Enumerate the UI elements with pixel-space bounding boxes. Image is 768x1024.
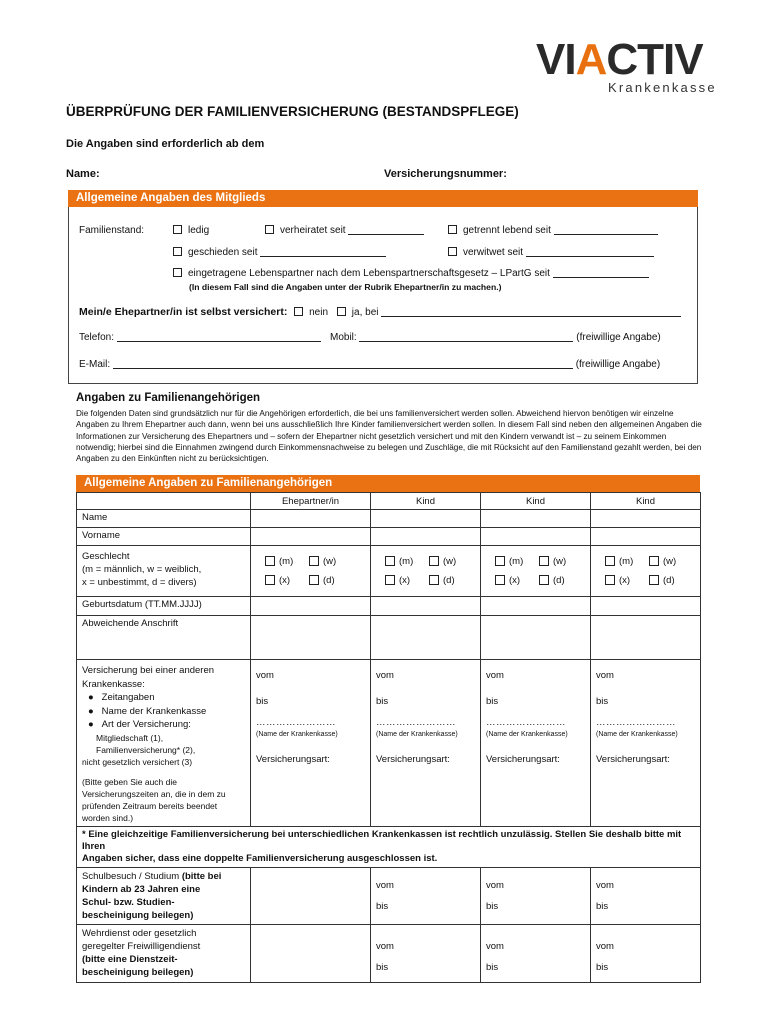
vom-label: vom bbox=[486, 879, 504, 891]
vorname-label: Vorname bbox=[77, 528, 251, 546]
family-section-text: Die folgenden Daten sind grundsätzlich nur für die Angehörigen erforderlich, die bei uns familienversichert werden sollen. Abweichend hiervon benötigen wir einzelne Angaben zu Ihrem Ehepartner auch dann, wenn bei uns ausschließlich Ihre Kinder familienversichert werden sollen. In diesem Fall sind neben den allgemeinen Angaben die Informationen zur Versicherung des Ehepartners und – sofern der Ehepartner nicht gesetzlich versichert und mit den Kindern verwandt ist – zu seinem Einkommen notwendig; hierbei sind die Einnahmen zwingend durch Einkommensnachweise zu belegen und Zuschläge, die mit Rücksicht auf den Familienstand gezahlt werden, bei den Angaben zu den Einkünften nicht zu berücksichtigen. bbox=[76, 409, 702, 464]
checkbox-d[interactable] bbox=[429, 575, 439, 585]
email-label: E-Mail: bbox=[79, 359, 111, 370]
input-cell[interactable] bbox=[371, 597, 481, 616]
art-label: Versicherungsart: bbox=[376, 754, 450, 765]
bis-label: bis bbox=[486, 900, 499, 912]
bis-label: bis bbox=[596, 696, 609, 707]
option-getrennt[interactable]: getrennt lebend seit bbox=[448, 225, 658, 236]
column-ehepartner: Ehepartner/in bbox=[251, 493, 371, 510]
kk-name-hint: (Name der Krankenkasse) bbox=[486, 731, 568, 738]
ja-checkbox[interactable] bbox=[337, 307, 346, 316]
option-geschieden[interactable]: geschieden seit bbox=[173, 247, 386, 258]
input-cell[interactable] bbox=[481, 616, 591, 660]
email-row bbox=[79, 359, 660, 370]
vom-label: vom bbox=[596, 940, 614, 952]
input-cell[interactable] bbox=[591, 510, 701, 528]
anschrift-label: Abweichende Anschrift bbox=[77, 616, 251, 660]
period-cell[interactable] bbox=[481, 867, 591, 924]
checkbox-m[interactable] bbox=[385, 556, 395, 566]
viactiv-logo bbox=[536, 35, 726, 98]
checkbox[interactable] bbox=[173, 225, 182, 234]
input-cell[interactable] bbox=[591, 597, 701, 616]
row-wehrdienst bbox=[77, 924, 701, 982]
telefon-field[interactable] bbox=[117, 332, 321, 342]
column-kind: Kind bbox=[481, 493, 591, 510]
input-cell[interactable] bbox=[251, 528, 371, 546]
column-kind: Kind bbox=[591, 493, 701, 510]
input-cell[interactable] bbox=[591, 528, 701, 546]
gender-options: (m) (w) (x) (d) bbox=[251, 546, 371, 597]
kk-name-hint: (Name der Krankenkasse) bbox=[596, 731, 678, 738]
versicherung-cell[interactable] bbox=[371, 660, 481, 827]
date-line[interactable] bbox=[348, 225, 424, 235]
vom-label: vom bbox=[376, 879, 394, 891]
option-verheiratet[interactable]: verheiratet seit bbox=[265, 225, 424, 236]
family-section-title: Angaben zu Familienangehörigen bbox=[76, 392, 261, 404]
row-warning bbox=[77, 826, 701, 867]
period-cell[interactable] bbox=[591, 924, 701, 982]
checkbox-x[interactable] bbox=[605, 575, 615, 585]
row-geburtsdatum bbox=[77, 597, 701, 616]
table-header-row bbox=[77, 493, 701, 510]
kk-dots: …………………… bbox=[376, 717, 456, 728]
vom-label: vom bbox=[376, 940, 394, 952]
vom-label: vom bbox=[486, 670, 504, 681]
period-cell[interactable] bbox=[371, 867, 481, 924]
spouse-insured-row bbox=[79, 306, 681, 318]
option-ledig[interactable]: ledig bbox=[173, 225, 209, 236]
input-cell[interactable] bbox=[481, 510, 591, 528]
input-cell[interactable] bbox=[251, 597, 371, 616]
member-header: Allgemeine Angaben des Mitglieds bbox=[68, 190, 698, 207]
checkbox-m[interactable] bbox=[265, 556, 275, 566]
kk-dots: …………………… bbox=[256, 717, 336, 728]
art-label: Versicherungsart: bbox=[596, 754, 670, 765]
email-field[interactable] bbox=[113, 359, 573, 369]
name-label: Name bbox=[77, 510, 251, 528]
vom-label: vom bbox=[376, 670, 394, 681]
bis-label: bis bbox=[596, 900, 609, 912]
vom-label: vom bbox=[596, 879, 614, 891]
checkbox-d[interactable] bbox=[309, 575, 319, 585]
checkbox-d[interactable] bbox=[649, 575, 659, 585]
input-cell[interactable] bbox=[481, 597, 591, 616]
vom-label: vom bbox=[486, 940, 504, 952]
header-cell bbox=[77, 493, 251, 510]
checkbox-d[interactable] bbox=[539, 575, 549, 585]
telefon-label: Telefon: bbox=[79, 332, 115, 343]
geschlecht-legend: (m = männlich, w = weiblich, bbox=[82, 564, 202, 575]
date-line[interactable] bbox=[554, 225, 658, 235]
period-cell[interactable] bbox=[591, 867, 701, 924]
bullet: ● bbox=[88, 719, 94, 730]
bis-label: bis bbox=[486, 961, 499, 973]
period-cell[interactable] bbox=[371, 924, 481, 982]
option-verwitwet[interactable]: verwitwet seit bbox=[448, 247, 654, 258]
gender-options: (m) (w) (x) (d) bbox=[591, 546, 701, 597]
column-kind: Kind bbox=[371, 493, 481, 510]
wehrdienst-label: Wehrdienst oder gesetzlich geregelter Freiwilligendienst (bitte eine Dienstzeit- bescheinigung beilegen) bbox=[77, 924, 251, 982]
nein-label: nein bbox=[309, 307, 329, 318]
mobil-field[interactable] bbox=[359, 332, 573, 342]
insurance-number-label: Versicherungsnummer: bbox=[384, 168, 507, 180]
row-name bbox=[77, 510, 701, 528]
optional-note: (freiwillige Angabe) bbox=[575, 359, 661, 370]
bis-label: bis bbox=[256, 696, 269, 707]
bis-label: bis bbox=[376, 961, 389, 973]
checkbox-m[interactable] bbox=[495, 556, 505, 566]
input-cell[interactable] bbox=[251, 867, 371, 924]
checkbox-x[interactable] bbox=[385, 575, 395, 585]
mobil-row bbox=[330, 332, 661, 343]
checkbox[interactable] bbox=[448, 247, 457, 256]
double-insurance-warning: * Eine gleichzeitige Familienversicherung bei unterschiedlichen Krankenkassen ist rechtlich unzulässig. Stellen Sie deshalb bitte mit Ihren Angaben sicher, dass eine doppelte Familienversicherung ausgeschlossen ist. bbox=[77, 826, 701, 867]
checkbox-x[interactable] bbox=[265, 575, 275, 585]
input-cell[interactable] bbox=[371, 510, 481, 528]
input-cell[interactable] bbox=[371, 528, 481, 546]
bis-label: bis bbox=[596, 961, 609, 973]
mobil-label: Mobil: bbox=[330, 332, 357, 343]
versicherung-cell[interactable] bbox=[251, 660, 371, 827]
checkbox[interactable] bbox=[173, 247, 182, 256]
optional-note: (freiwillige Angabe) bbox=[576, 332, 661, 343]
nein-checkbox[interactable] bbox=[294, 307, 303, 316]
logo-subtitle: Krankenkasse bbox=[608, 80, 717, 95]
vom-label: vom bbox=[256, 670, 274, 681]
input-cell[interactable] bbox=[371, 616, 481, 660]
checkbox-w[interactable] bbox=[429, 556, 439, 566]
period-cell[interactable] bbox=[481, 924, 591, 982]
familienstand-label: Familienstand: bbox=[79, 225, 145, 236]
bullet: ● bbox=[88, 692, 94, 703]
geburtsdatum-label: Geburtsdatum (TT.MM.JJJJ) bbox=[77, 597, 251, 616]
logo-wordmark: VIACTIV bbox=[536, 35, 703, 84]
input-cell[interactable] bbox=[251, 616, 371, 660]
family-table-header: Allgemeine Angaben zu Familienangehörigen bbox=[76, 475, 700, 492]
bis-label: bis bbox=[376, 900, 389, 912]
row-geschlecht bbox=[77, 546, 701, 597]
input-cell[interactable] bbox=[251, 924, 371, 982]
lebenspartner-note: (In diesem Fall sind die Angaben unter der Rubrik Ehepartner/in zu machen.) bbox=[189, 282, 502, 292]
geschlecht-label bbox=[77, 546, 251, 597]
bullet: ● bbox=[88, 705, 94, 717]
art-label: Versicherungsart: bbox=[256, 754, 330, 765]
gender-options: (m) (w) (x) (d) bbox=[371, 546, 481, 597]
row-vorname bbox=[77, 528, 701, 546]
input-cell[interactable] bbox=[251, 510, 371, 528]
checkbox-w[interactable] bbox=[309, 556, 319, 566]
date-line[interactable] bbox=[260, 247, 386, 257]
checkbox-w[interactable] bbox=[649, 556, 659, 566]
spouse-insurer-line[interactable] bbox=[381, 307, 681, 317]
page-title: ÜBERPRÜFUNG DER FAMILIENVERSICHERUNG (BESTANDSPFLEGE) bbox=[66, 104, 519, 119]
input-cell[interactable] bbox=[591, 616, 701, 660]
telefon-row bbox=[79, 332, 321, 343]
checkbox[interactable] bbox=[265, 225, 274, 234]
checkbox-w[interactable] bbox=[539, 556, 549, 566]
checkbox-x[interactable] bbox=[495, 575, 505, 585]
row-schule bbox=[77, 867, 701, 924]
versicherung-label: Versicherung bei einer anderen Krankenkasse: ● Zeitangaben ● Name der Krankenkasse ● Art der Versicherung: Mitgliedschaft (1), Familienversicherung* (2), nicht gesetzlich versichert (3) (Bitte geben Sie auch die Versicherungszeiten an, die in dem zu prüfenden Zeitraum bereits beendet worden sind.) bbox=[77, 660, 251, 827]
kk-dots: …………………… bbox=[486, 717, 566, 728]
date-line[interactable] bbox=[553, 268, 649, 278]
versicherung-cell[interactable] bbox=[481, 660, 591, 827]
option-lebenspartner[interactable]: eingetragene Lebenspartner nach dem Lebenspartnerschaftsgesetz – LPartG seit bbox=[173, 268, 649, 279]
art-label: Versicherungsart: bbox=[486, 754, 560, 765]
family-table bbox=[76, 492, 701, 983]
gender-options: (m) (w) (x) (d) bbox=[481, 546, 591, 597]
kk-name-hint: (Name der Krankenkasse) bbox=[256, 731, 338, 738]
row-anschrift bbox=[77, 616, 701, 660]
vom-label: vom bbox=[596, 670, 614, 681]
geschlecht-legend: x = unbestimmt, d = divers) bbox=[82, 577, 197, 588]
spouse-insured-label: Mein/e Ehepartner/in ist selbst versichert: bbox=[79, 306, 288, 318]
ja-label: ja, bei bbox=[351, 307, 379, 318]
kk-dots: …………………… bbox=[596, 717, 676, 728]
date-line[interactable] bbox=[526, 247, 654, 257]
checkbox[interactable] bbox=[173, 268, 182, 277]
input-cell[interactable] bbox=[481, 528, 591, 546]
checkbox[interactable] bbox=[448, 225, 457, 234]
schule-label: Schulbesuch / Studium (bitte bei Kindern ab 23 Jahren eine Schul- bzw. Studien- bescheinigung beilegen) bbox=[77, 867, 251, 924]
kk-name-hint: (Name der Krankenkasse) bbox=[376, 731, 458, 738]
name-label: Name: bbox=[66, 168, 100, 180]
bis-label: bis bbox=[376, 696, 389, 707]
checkbox-m[interactable] bbox=[605, 556, 615, 566]
versicherung-cell[interactable] bbox=[591, 660, 701, 827]
row-versicherung bbox=[77, 660, 701, 827]
bis-label: bis bbox=[486, 696, 499, 707]
subtitle: Die Angaben sind erforderlich ab dem bbox=[66, 138, 265, 150]
geschlecht-title: Geschlecht bbox=[82, 551, 130, 562]
